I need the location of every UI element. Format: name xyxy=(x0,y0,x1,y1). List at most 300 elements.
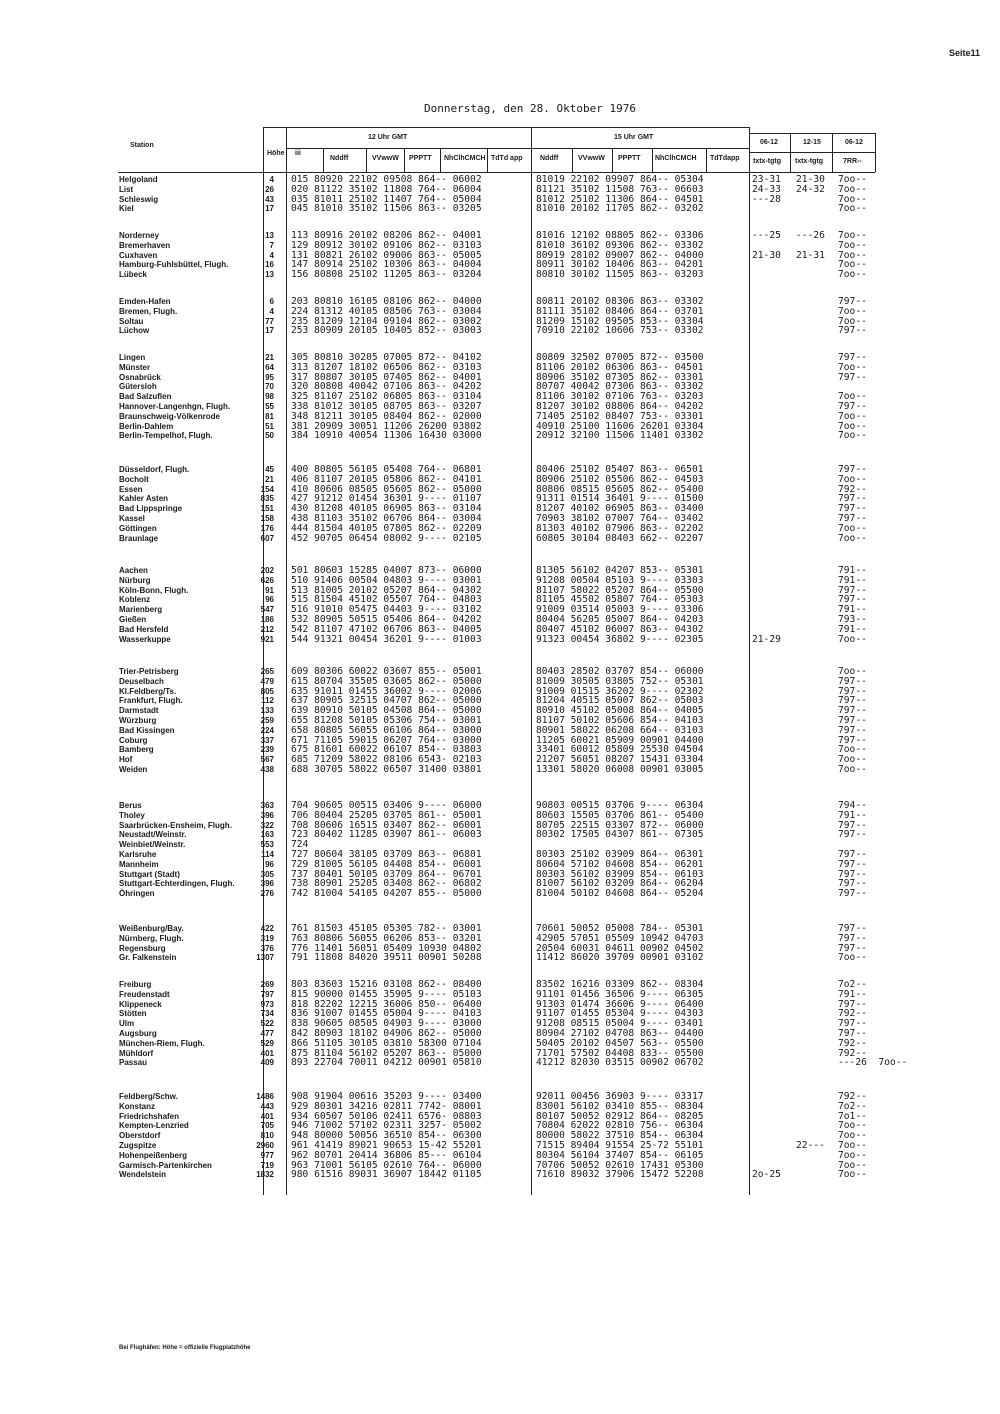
station-name: Wendelstein xyxy=(119,1170,166,1180)
station-name: Coburg xyxy=(119,735,148,745)
station-height: 7 xyxy=(269,240,274,250)
obs-15-utc: 81004 50102 04608 864-- 05204 xyxy=(536,888,704,900)
station-name: Kahler Asten xyxy=(119,494,169,504)
station-name: Gütersloh xyxy=(119,382,157,392)
obs-15-utc: 71610 89032 37906 15472 52208 xyxy=(536,1169,704,1181)
precip-code: 7oo-- xyxy=(838,1120,867,1132)
precip-code: 7oo-- xyxy=(838,1149,867,1161)
header-ppptt-15: PPPTT xyxy=(618,155,641,162)
station-name: Kassel xyxy=(119,514,145,523)
obs-12-utc: 224 81312 40105 08506 763-- 03004 xyxy=(291,305,482,317)
temp-range-12-15: 22--- xyxy=(796,1140,825,1151)
station-height: 835 xyxy=(260,494,274,504)
obs-15-utc: 81016 12102 08805 862-- 03306 xyxy=(536,230,704,241)
station-name: Passau xyxy=(119,1058,148,1068)
precip-code: 7oo-- xyxy=(838,633,867,645)
obs-15-utc: 42905 57051 05509 10942 04703 xyxy=(536,932,704,944)
precip-code: 791-- xyxy=(838,623,867,635)
obs-15-utc: 71701 57502 04408 833-- 05500 xyxy=(536,1047,704,1059)
precip-code: 791-- xyxy=(838,604,867,616)
station-height: 797 xyxy=(260,989,274,999)
rule-h2 xyxy=(366,148,367,172)
precip-code: 7oo-- xyxy=(838,174,867,185)
station-height: 21 xyxy=(265,474,274,484)
obs-12-utc: 688 30705 58022 06507 31400 03801 xyxy=(291,764,482,775)
obs-12-utc: 639 80910 50105 04508 864-- 05000 xyxy=(291,705,482,717)
precip-code: 791-- xyxy=(838,809,867,821)
precip-code: 797-- xyxy=(838,675,867,687)
precip-code: 7oo-- xyxy=(838,1169,867,1181)
rule-h7 xyxy=(612,148,613,172)
station-height: 26 xyxy=(265,184,274,194)
station-name: Frankfurt, Flugh. xyxy=(119,696,183,706)
precip-code: 792-- xyxy=(838,1047,867,1059)
temp-range-06-12: 23-31 xyxy=(752,174,781,185)
station-name: Marienberg xyxy=(119,605,163,615)
station-height: 43 xyxy=(265,194,274,204)
obs-15-utc: 80304 56104 37407 854-- 06105 xyxy=(536,1149,704,1161)
precip-code: 7o1-- xyxy=(838,1110,867,1122)
station-name: Emden-Hafen xyxy=(119,297,171,306)
temp-range-06-12: 21-30 xyxy=(752,249,781,261)
station-height: 529 xyxy=(260,1038,274,1048)
station-height: 77 xyxy=(265,316,274,326)
rule-summary-mid xyxy=(750,152,875,153)
obs-15-utc: 83502 16216 03309 862-- 08304 xyxy=(536,979,704,990)
station-height: 224 xyxy=(260,725,274,735)
station-name: Münster xyxy=(119,362,151,372)
obs-12-utc: 338 81012 30105 08705 863-- 03207 xyxy=(291,401,482,412)
station-name: Lüchow xyxy=(119,326,150,336)
header-nh-12: NhClhCMCH xyxy=(444,155,486,162)
station-name: Wasserkuppe xyxy=(119,634,171,644)
precip-code: 7oo-- xyxy=(838,193,867,205)
obs-15-utc: 80302 17505 04307 861-- 07305 xyxy=(536,829,704,841)
station-height: 376 xyxy=(260,943,274,953)
obs-12-utc: 815 90000 01455 35905 9---- 05103 xyxy=(291,988,482,1000)
obs-12-utc: 427 91212 01454 36301 9---- 01107 xyxy=(291,493,482,505)
obs-12-utc: 875 81104 56102 05207 863-- 05000 xyxy=(291,1047,482,1059)
obs-12-utc: 348 81211 30105 08404 862-- 02000 xyxy=(291,410,482,422)
rule-h3 xyxy=(404,148,405,172)
obs-15-utc: 80911 30102 10406 863-- 04201 xyxy=(536,259,704,271)
station-height: 81 xyxy=(265,411,274,421)
precip-code: 794-- xyxy=(838,800,867,811)
obs-15-utc: 41212 82030 03515 00902 06702 xyxy=(536,1057,704,1069)
station-name: Tholey xyxy=(119,810,145,820)
obs-12-utc: 727 80604 38105 03709 863-- 06801 xyxy=(291,849,482,860)
obs-12-utc: 313 81207 18102 06506 862-- 03103 xyxy=(291,361,482,373)
rule-header-bottom xyxy=(118,172,875,173)
footnote: Bei Flughäfen: Höhe = offizielle Flugplatzhöhe xyxy=(119,1345,251,1351)
obs-15-utc: 80407 45102 06007 863-- 04302 xyxy=(536,623,704,635)
obs-15-utc: 70706 50052 02610 17431 05300 xyxy=(536,1159,704,1171)
precip-code: 7oo-- xyxy=(838,430,867,442)
precip-code: 792-- xyxy=(838,1091,867,1102)
precip-code: 7oo-- xyxy=(838,473,867,485)
station-height: 158 xyxy=(260,514,274,523)
station-height: 265 xyxy=(260,667,274,676)
obs-12-utc: 615 80704 35505 03605 862-- 05000 xyxy=(291,675,482,687)
obs-12-utc: 723 80402 11285 03907 861-- 06003 xyxy=(291,829,482,841)
station-height: 1307 xyxy=(256,953,274,963)
station-height: 401 xyxy=(260,1111,274,1121)
obs-15-utc: 81105 45502 05807 764-- 05303 xyxy=(536,594,704,606)
obs-15-utc: 11412 86020 39709 00901 03102 xyxy=(536,952,704,964)
station-name: Göttingen xyxy=(119,523,157,533)
obs-12-utc: 609 80306 60022 03607 855-- 05001 xyxy=(291,666,482,677)
precip-code: 7oo-- xyxy=(838,532,867,544)
precip-code: 797-- xyxy=(838,371,867,383)
station-height: 734 xyxy=(260,1009,274,1019)
obs-12-utc: 946 71002 57102 02311 3257- 05002 xyxy=(291,1120,482,1132)
precip-code: 791-- xyxy=(838,988,867,1000)
station-height: 16 xyxy=(265,260,274,270)
obs-12-utc: 253 80909 20105 10405 852-- 03003 xyxy=(291,325,482,337)
obs-12-utc: 317 80807 30105 07405 862-- 04001 xyxy=(291,371,482,383)
precip-code: 7oo-- xyxy=(838,249,867,261)
obs-15-utc: 80919 28102 09007 862-- 04000 xyxy=(536,249,704,261)
station-name: Bad Hersfeld xyxy=(119,624,169,634)
obs-15-utc: 80404 56205 05007 864-- 04203 xyxy=(536,614,704,625)
obs-12-utc: 515 81504 45102 05507 764-- 04803 xyxy=(291,594,482,606)
precip-code: 797-- xyxy=(838,829,867,841)
station-name: Essen xyxy=(119,484,143,494)
station-name: Aachen xyxy=(119,566,148,575)
precip-code: 797-- xyxy=(838,1028,867,1039)
obs-12-utc: 761 81503 45105 05305 782-- 03001 xyxy=(291,923,482,934)
station-name: Hamburg-Fuhlsbüttel, Flugh. xyxy=(119,260,229,270)
obs-12-utc: 320 80808 40042 07106 863-- 04202 xyxy=(291,381,482,393)
obs-15-utc: 80707 40042 07306 863-- 03302 xyxy=(536,381,704,393)
station-name: Bamberg xyxy=(119,745,154,755)
obs-12-utc: 035 81011 25102 11407 764-- 05004 xyxy=(291,193,482,205)
obs-12-utc: 305 80810 30205 07005 872-- 04102 xyxy=(291,352,482,363)
obs-12-utc: 961 41419 89021 90653 15-42 55201 xyxy=(291,1140,482,1151)
temp-range-06-12: 24-33 xyxy=(752,183,781,195)
station-height: 438 xyxy=(260,765,274,774)
temp-range-12-15: ---26 xyxy=(796,230,825,241)
precip-code: 791-- xyxy=(838,565,867,576)
obs-12-utc: 438 81103 35102 06706 864-- 03004 xyxy=(291,513,482,524)
station-height: 477 xyxy=(260,1029,274,1038)
station-height: 51 xyxy=(265,421,274,431)
obs-12-utc: 934 60507 50106 02411 6576- 08803 xyxy=(291,1110,482,1122)
obs-12-utc: 738 80901 25205 03408 862-- 06802 xyxy=(291,878,482,890)
precip-code: 797-- xyxy=(838,401,867,412)
station-name: Darmstadt xyxy=(119,706,159,716)
header-period-3: 06-12 xyxy=(845,139,863,146)
precip-code: 7oo-- xyxy=(838,952,867,964)
station-name: Hof xyxy=(119,755,133,765)
station-height: 13 xyxy=(265,270,274,280)
station-height: 50 xyxy=(265,431,274,441)
obs-12-utc: 842 80903 18102 04906 862-- 05000 xyxy=(291,1028,482,1039)
rule-s3 xyxy=(875,133,876,172)
station-name: Feldberg/Schw. xyxy=(119,1092,178,1101)
station-height: 973 xyxy=(260,999,274,1009)
obs-15-utc: 70601 50052 05008 784-- 05301 xyxy=(536,923,704,934)
obs-12-utc: 430 81208 40105 06905 863-- 03104 xyxy=(291,503,482,515)
precip-code: 7o2-- xyxy=(838,1100,867,1112)
station-height: 805 xyxy=(260,686,274,696)
obs-15-utc: 91101 01456 36506 9---- 06305 xyxy=(536,988,704,1000)
obs-12-utc: 706 80404 25205 03705 861-- 05001 xyxy=(291,809,482,821)
station-height: 114 xyxy=(261,850,274,859)
header-td-15: TdTdapp xyxy=(710,155,740,162)
obs-12-utc: 410 80606 08505 05605 862-- 05000 xyxy=(291,483,482,495)
station-height: 96 xyxy=(265,859,274,869)
station-name: Düsseldorf, Flugh. xyxy=(119,465,190,474)
station-height: 810 xyxy=(260,1131,274,1141)
obs-15-utc: 80303 25102 03909 864-- 06301 xyxy=(536,849,704,860)
station-name: Weißenburg/Bay. xyxy=(119,924,184,933)
obs-12-utc: 803 83603 15216 03108 862-- 08400 xyxy=(291,979,482,990)
obs-12-utc: 045 81010 35102 11506 863-- 03205 xyxy=(291,203,482,215)
station-name: Würzburg xyxy=(119,716,157,725)
station-name: Cuxhaven xyxy=(119,250,158,260)
precip-code: 7oo-- xyxy=(838,744,867,756)
station-name: Klippeneck xyxy=(119,999,162,1009)
obs-15-utc: 81009 30505 03805 752-- 05301 xyxy=(536,675,704,687)
precip-code: 797-- xyxy=(838,695,867,707)
obs-15-utc: 71515 89404 91554 25-72 55101 xyxy=(536,1140,704,1151)
obs-15-utc: 81107 50102 05606 854-- 04103 xyxy=(536,715,704,726)
precip-code: 797-- xyxy=(838,705,867,717)
rule-subtop xyxy=(286,148,749,149)
precip-code: 797-- xyxy=(838,584,867,596)
station-name: Bremerhaven xyxy=(119,240,171,250)
obs-12-utc: 929 80301 34216 02811 7742- 08001 xyxy=(291,1100,482,1112)
station-height: 522 xyxy=(260,1019,274,1029)
header-sub-3: 7RR-- xyxy=(843,158,862,165)
station-name: Berlin-Dahlem xyxy=(119,421,174,431)
obs-15-utc: 90803 00515 03706 9---- 06304 xyxy=(536,800,704,811)
station-height: 55 xyxy=(265,402,274,411)
station-height: 479 xyxy=(260,676,274,686)
station-name: Bad Salzuflen xyxy=(119,392,172,402)
header-period-2: 12-15 xyxy=(803,139,821,146)
obs-15-utc: 80904 27102 04708 863-- 04400 xyxy=(536,1028,704,1039)
obs-12-utc: 962 80701 20414 36806 85--- 06104 xyxy=(291,1149,482,1161)
precip-code: 797-- xyxy=(838,296,867,307)
obs-12-utc: 776 11401 56051 05409 10930 04802 xyxy=(291,942,482,954)
obs-12-utc: 015 80920 22102 09508 864-- 06002 xyxy=(291,174,482,185)
station-height: 154 xyxy=(260,484,274,494)
obs-12-utc: 532 80905 50515 05406 864-- 04202 xyxy=(291,614,482,625)
station-name: Braunlage xyxy=(119,533,159,543)
station-name: Deuselbach xyxy=(119,676,164,686)
obs-12-utc: 635 91011 01455 36002 9---- 02006 xyxy=(291,685,482,697)
obs-12-utc: 510 91406 00504 04803 9---- 03001 xyxy=(291,574,482,586)
temp-range-06-12: 2o-25 xyxy=(752,1169,781,1181)
station-height: 337 xyxy=(260,735,274,745)
station-name: Soltau xyxy=(119,316,144,326)
obs-12-utc: 020 81122 35102 11808 764-- 06004 xyxy=(291,183,482,195)
rule-h5 xyxy=(487,148,488,172)
obs-12-utc: 963 71001 56105 02610 764-- 06000 xyxy=(291,1159,482,1171)
station-name: Schleswig xyxy=(119,194,159,204)
obs-15-utc: 81107 58022 05207 864-- 05500 xyxy=(536,584,704,596)
obs-12-utc: 156 80808 25102 11205 863-- 03204 xyxy=(291,269,482,281)
precip-code: 797-- xyxy=(838,734,867,746)
station-name: Trier-Petrisberg xyxy=(119,667,179,676)
header-sub-1: txtx-tgtg xyxy=(753,158,781,165)
station-name: Stuttgart (Stadt) xyxy=(119,869,180,879)
precip-code: 7oo-- xyxy=(838,522,867,534)
precip-code: 797-- xyxy=(838,685,867,697)
station-height: 17 xyxy=(265,326,274,336)
obs-15-utc: 83001 56102 03410 855-- 08304 xyxy=(536,1100,704,1112)
rule-h1 xyxy=(323,148,324,172)
precip-code: 797-- xyxy=(838,464,867,475)
obs-15-utc: 80806 08515 05605 862-- 05400 xyxy=(536,483,704,495)
obs-15-utc: 70910 22102 10606 753-- 03302 xyxy=(536,325,704,337)
header-nh-15: NhClhCMCH xyxy=(655,155,697,162)
precip-code: ---26 7oo-- xyxy=(838,1057,908,1069)
obs-12-utc: 980 61516 89031 36907 18442 01105 xyxy=(291,1169,482,1181)
obs-12-utc: 516 91010 05475 04403 9---- 03102 xyxy=(291,604,482,616)
obs-15-utc: 91323 00454 36802 9---- 02305 xyxy=(536,633,704,645)
temp-range-06-12: ---25 xyxy=(752,230,781,241)
precip-code: 797-- xyxy=(838,1018,867,1030)
station-name: Berus xyxy=(119,801,142,810)
station-name: Osnabrück xyxy=(119,372,161,382)
station-name: München-Riem, Flugh. xyxy=(119,1038,205,1048)
rule-h8 xyxy=(652,148,653,172)
precip-code: 792-- xyxy=(838,483,867,495)
obs-15-utc: 21207 56051 08207 15431 03304 xyxy=(536,754,704,766)
obs-15-utc: 40910 25100 11606 26201 03304 xyxy=(536,420,704,432)
obs-12-utc: 948 80000 50056 36510 854-- 06300 xyxy=(291,1130,482,1142)
obs-15-utc: 81010 36102 09306 862-- 03302 xyxy=(536,239,704,251)
station-height: 163 xyxy=(260,830,274,840)
station-name: Braunschweig-Völkenrode xyxy=(119,411,220,421)
obs-12-utc: 838 90605 08505 04903 9---- 03000 xyxy=(291,1018,482,1030)
header-nddff-12: Nddff xyxy=(330,155,349,162)
obs-15-utc: 20504 60031 04611 00902 04502 xyxy=(536,942,704,954)
station-height: 322 xyxy=(260,820,274,830)
station-name: Kl.Feldberg/Ts. xyxy=(119,686,177,696)
obs-15-utc: 92011 00456 36903 9---- 03317 xyxy=(536,1091,704,1102)
precip-code: 797-- xyxy=(838,849,867,860)
station-height: 626 xyxy=(260,575,274,585)
obs-12-utc: 818 82202 12215 36006 850-- 06400 xyxy=(291,998,482,1010)
precip-code: 7oo-- xyxy=(838,361,867,373)
obs-12-utc: 708 80606 16515 03407 862-- 06001 xyxy=(291,819,482,831)
station-name: Gießen xyxy=(119,615,147,624)
rule-h9 xyxy=(706,148,707,172)
obs-15-utc: 80000 58022 37510 854-- 06304 xyxy=(536,1130,704,1142)
station-height: 212 xyxy=(260,624,274,634)
station-name: Lübeck xyxy=(119,270,148,280)
temp-range-12-15: 21-30 xyxy=(796,174,825,185)
obs-12-utc: 203 80810 16105 08106 862-- 04000 xyxy=(291,296,482,307)
obs-12-utc: 729 81005 56105 04408 854-- 06001 xyxy=(291,858,482,870)
obs-15-utc: 81111 35102 08406 864-- 03701 xyxy=(536,305,704,317)
obs-12-utc: 655 81208 50105 05306 754-- 03001 xyxy=(291,715,482,726)
station-name: Freudenstadt xyxy=(119,989,170,999)
station-name: Hannover-Langenhgn, Flugh. xyxy=(119,402,231,411)
obs-12-utc: 131 80821 26102 09006 863-- 05005 xyxy=(291,249,482,261)
obs-15-utc: 70903 38102 07007 764-- 03402 xyxy=(536,513,704,524)
obs-15-utc: 81207 30102 08806 864-- 04202 xyxy=(536,401,704,412)
obs-15-utc: 80906 25102 05506 862-- 04503 xyxy=(536,473,704,485)
precip-code: 792-- xyxy=(838,1008,867,1020)
station-height: 607 xyxy=(260,533,274,543)
obs-12-utc: 637 80905 32515 04707 862-- 05000 xyxy=(291,695,482,707)
station-height: 719 xyxy=(260,1160,274,1170)
precip-code: 7oo-- xyxy=(838,1140,867,1151)
station-height: 401 xyxy=(260,1048,274,1058)
obs-15-utc: 81106 30102 07106 763-- 03203 xyxy=(536,391,704,403)
station-name: Ulm xyxy=(119,1019,135,1029)
precip-code: 797-- xyxy=(838,724,867,736)
precip-code: 7oo-- xyxy=(838,754,867,766)
precip-code: 7oo-- xyxy=(838,410,867,422)
obs-12-utc: 704 90605 00515 03406 9---- 06000 xyxy=(291,800,482,811)
rule-summary-top xyxy=(750,133,875,134)
obs-12-utc: 513 81005 20102 05207 864-- 04302 xyxy=(291,584,482,596)
temp-range-06-12: ---28 xyxy=(752,193,781,205)
rule-12-15 xyxy=(531,127,532,1195)
station-height: 921 xyxy=(260,634,274,644)
obs-15-utc: 91009 01515 36202 9---- 02302 xyxy=(536,685,704,697)
station-name: Augsburg xyxy=(119,1029,157,1038)
station-height: 239 xyxy=(260,745,274,755)
obs-12-utc: 742 81004 54105 04207 855-- 05000 xyxy=(291,888,482,900)
station-name: Hohenpeißenberg xyxy=(119,1150,188,1160)
station-name: Berlin-Tempelhof, Flugh. xyxy=(119,431,213,441)
obs-12-utc: 113 80916 20102 08206 862-- 04001 xyxy=(291,230,482,241)
header-sub-2: txtx-tgtg xyxy=(795,158,823,165)
obs-15-utc: 81106 20102 06306 863-- 04501 xyxy=(536,361,704,373)
precip-code: 797-- xyxy=(838,715,867,726)
station-height: 176 xyxy=(260,523,274,533)
station-height: 4 xyxy=(269,250,274,260)
station-name: Stuttgart-Echterdingen, Flugh. xyxy=(119,879,235,889)
obs-12-utc: 452 90705 06454 08002 9---- 02105 xyxy=(291,532,482,544)
obs-15-utc: 80910 45102 05008 864-- 04005 xyxy=(536,705,704,717)
station-name: Neustadt/Weinstr. xyxy=(119,830,187,840)
header-vvwww-12: VVwwW xyxy=(372,155,399,162)
obs-15-utc: 81209 15102 09505 853-- 03304 xyxy=(536,315,704,327)
obs-12-utc: 400 80805 56105 05408 764-- 06801 xyxy=(291,464,482,475)
station-height: 70 xyxy=(265,382,274,392)
station-height: 112 xyxy=(261,696,274,706)
station-height: 96 xyxy=(265,595,274,605)
obs-12-utc: 675 81601 60022 06107 854-- 03803 xyxy=(291,744,482,756)
precip-code: 797-- xyxy=(838,932,867,944)
obs-12-utc: 893 22704 70011 04212 00901 05810 xyxy=(291,1057,482,1069)
station-height: 553 xyxy=(260,840,274,850)
precip-code: 797-- xyxy=(838,352,867,363)
precip-code: 797-- xyxy=(838,942,867,954)
header-vvwww-15: VVwwW xyxy=(578,155,605,162)
station-height: 409 xyxy=(260,1058,274,1068)
obs-15-utc: 80809 32502 07005 872-- 03500 xyxy=(536,352,704,363)
station-name: Öhringen xyxy=(119,889,155,899)
station-height: 567 xyxy=(260,755,274,765)
obs-12-utc: 866 51105 30105 03810 58300 07104 xyxy=(291,1037,482,1049)
station-name: Mannheim xyxy=(119,859,159,869)
station-height: 259 xyxy=(260,716,274,725)
station-name: Bad Lippspringe xyxy=(119,504,183,514)
station-name: Zugspitze xyxy=(119,1141,157,1150)
station-name: Gr. Falkenstein xyxy=(119,953,177,963)
obs-15-utc: 80603 15505 03706 861-- 05400 xyxy=(536,809,704,821)
obs-12-utc: 685 71209 58022 08106 6543- 02103 xyxy=(291,754,482,766)
